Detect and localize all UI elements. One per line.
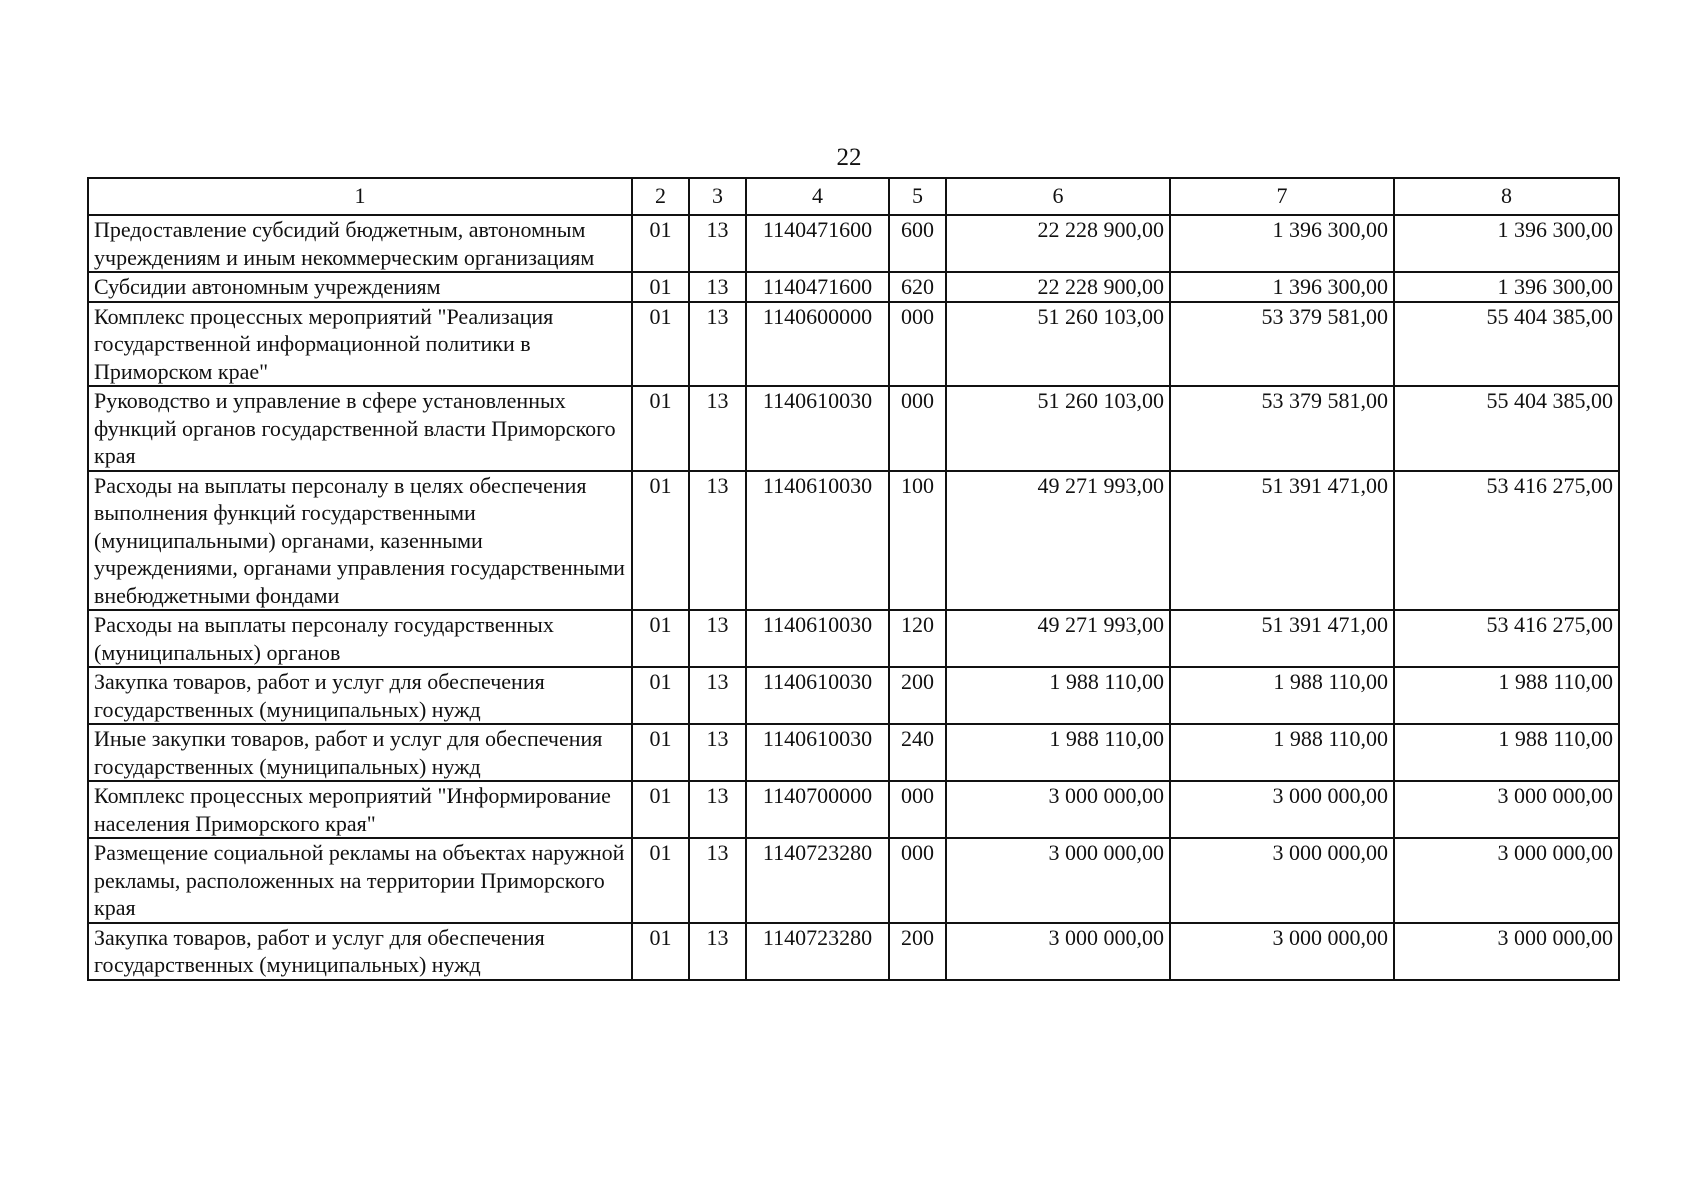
amount-col8: 1 988 110,00: [1394, 724, 1619, 781]
amount-col7: 51 391 471,00: [1170, 471, 1394, 611]
table-row: [88, 610, 1619, 667]
column-header: 3: [689, 178, 746, 215]
amount-col8: 1 988 110,00: [1394, 667, 1619, 724]
amount-col6: 3 000 000,00: [946, 838, 1170, 923]
amount-col7: 1 396 300,00: [1170, 215, 1394, 272]
column-header: 4: [746, 178, 889, 215]
section-code: 01: [632, 272, 689, 302]
section-code: 01: [632, 610, 689, 667]
expense-type-code: 000: [889, 838, 946, 923]
amount-col6: 1 988 110,00: [946, 724, 1170, 781]
amount-col7: 1 988 110,00: [1170, 667, 1394, 724]
amount-col6: 22 228 900,00: [946, 272, 1170, 302]
target-article-code: 1140610030: [746, 386, 889, 471]
expense-type-code: 200: [889, 667, 946, 724]
amount-col8: 3 000 000,00: [1394, 838, 1619, 923]
expense-name: Комплекс процессных мероприятий "Информирование населения Приморского края": [88, 781, 632, 838]
amount-col7: 51 391 471,00: [1170, 610, 1394, 667]
amount-col6: 1 988 110,00: [946, 667, 1170, 724]
amount-col7: 1 988 110,00: [1170, 724, 1394, 781]
expense-type-code: 100: [889, 471, 946, 611]
expense-name: Расходы на выплаты персоналу в целях обеспечения выполнения функций государственными (муниципальными) органами, казенными учреждениями, органами управления государственными внебюджетными фондами: [88, 471, 632, 611]
section-code: 01: [632, 923, 689, 980]
column-header: 8: [1394, 178, 1619, 215]
column-header: 5: [889, 178, 946, 215]
table-row: [88, 215, 1619, 272]
subsection-code: 13: [689, 471, 746, 611]
amount-col8: 55 404 385,00: [1394, 302, 1619, 387]
target-article-code: 1140723280: [746, 923, 889, 980]
table-row: [88, 724, 1619, 781]
target-article-code: 1140610030: [746, 471, 889, 611]
column-header: 6: [946, 178, 1170, 215]
budget-table: [87, 177, 1620, 981]
section-code: 01: [632, 386, 689, 471]
subsection-code: 13: [689, 781, 746, 838]
expense-name: Закупка товаров, работ и услуг для обеспечения государственных (муниципальных) нужд: [88, 667, 632, 724]
table-row: [88, 471, 1619, 611]
table-row: [88, 838, 1619, 923]
expense-type-code: 600: [889, 215, 946, 272]
amount-col7: 3 000 000,00: [1170, 923, 1394, 980]
subsection-code: 13: [689, 215, 746, 272]
target-article-code: 1140610030: [746, 724, 889, 781]
expense-name: Иные закупки товаров, работ и услуг для обеспечения государственных (муниципальных) нужд: [88, 724, 632, 781]
amount-col6: 51 260 103,00: [946, 302, 1170, 387]
table-row: [88, 781, 1619, 838]
section-code: 01: [632, 667, 689, 724]
target-article-code: 1140723280: [746, 838, 889, 923]
amount-col6: 49 271 993,00: [946, 610, 1170, 667]
expense-name: Субсидии автономным учреждениям: [88, 272, 632, 302]
column-header: 7: [1170, 178, 1394, 215]
expense-type-code: 620: [889, 272, 946, 302]
target-article-code: 1140471600: [746, 272, 889, 302]
subsection-code: 13: [689, 838, 746, 923]
amount-col8: 1 396 300,00: [1394, 272, 1619, 302]
page-number: 22: [836, 144, 862, 171]
expense-name: Закупка товаров, работ и услуг для обеспечения государственных (муниципальных) нужд: [88, 923, 632, 980]
section-code: 01: [632, 302, 689, 387]
amount-col7: 1 396 300,00: [1170, 272, 1394, 302]
subsection-code: 13: [689, 923, 746, 980]
amount-col6: 49 271 993,00: [946, 471, 1170, 611]
section-code: 01: [632, 838, 689, 923]
amount-col8: 3 000 000,00: [1394, 923, 1619, 980]
section-code: 01: [632, 781, 689, 838]
column-header: 1: [88, 178, 632, 215]
expense-type-code: 000: [889, 781, 946, 838]
expense-type-code: 000: [889, 302, 946, 387]
amount-col6: 3 000 000,00: [946, 781, 1170, 838]
amount-col7: 3 000 000,00: [1170, 838, 1394, 923]
expense-name: Руководство и управление в сфере установленных функций органов государственной власти Приморского края: [88, 386, 632, 471]
amount-col8: 53 416 275,00: [1394, 610, 1619, 667]
expense-name: Предоставление субсидий бюджетным, автономным учреждениям и иным некоммерческим организациям: [88, 215, 632, 272]
subsection-code: 13: [689, 610, 746, 667]
expense-type-code: 120: [889, 610, 946, 667]
expense-type-code: 000: [889, 386, 946, 471]
amount-col8: 3 000 000,00: [1394, 781, 1619, 838]
target-article-code: 1140610030: [746, 667, 889, 724]
amount-col7: 53 379 581,00: [1170, 386, 1394, 471]
expense-type-code: 240: [889, 724, 946, 781]
section-code: 01: [632, 724, 689, 781]
amount-col7: 53 379 581,00: [1170, 302, 1394, 387]
expense-name: Расходы на выплаты персоналу государственных (муниципальных) органов: [88, 610, 632, 667]
table-row: [88, 302, 1619, 387]
subsection-code: 13: [689, 386, 746, 471]
target-article-code: 1140471600: [746, 215, 889, 272]
amount-col7: 3 000 000,00: [1170, 781, 1394, 838]
subsection-code: 13: [689, 724, 746, 781]
amount-col6: 3 000 000,00: [946, 923, 1170, 980]
expense-name: Размещение социальной рекламы на объектах наружной рекламы, расположенных на территории Приморского края: [88, 838, 632, 923]
amount-col6: 51 260 103,00: [946, 386, 1170, 471]
target-article-code: 1140610030: [746, 610, 889, 667]
target-article-code: 1140600000: [746, 302, 889, 387]
section-code: 01: [632, 471, 689, 611]
table-row: [88, 272, 1619, 302]
target-article-code: 1140700000: [746, 781, 889, 838]
amount-col8: 55 404 385,00: [1394, 386, 1619, 471]
expense-name: Комплекс процессных мероприятий "Реализация государственной информационной политики в Приморском крае": [88, 302, 632, 387]
subsection-code: 13: [689, 302, 746, 387]
table-row: [88, 386, 1619, 471]
table-row: [88, 667, 1619, 724]
table-row: [88, 923, 1619, 980]
amount-col6: 22 228 900,00: [946, 215, 1170, 272]
column-number-row: [88, 178, 1619, 215]
column-header: 2: [632, 178, 689, 215]
subsection-code: 13: [689, 272, 746, 302]
section-code: 01: [632, 215, 689, 272]
amount-col8: 1 396 300,00: [1394, 215, 1619, 272]
amount-col8: 53 416 275,00: [1394, 471, 1619, 611]
expense-type-code: 200: [889, 923, 946, 980]
subsection-code: 13: [689, 667, 746, 724]
